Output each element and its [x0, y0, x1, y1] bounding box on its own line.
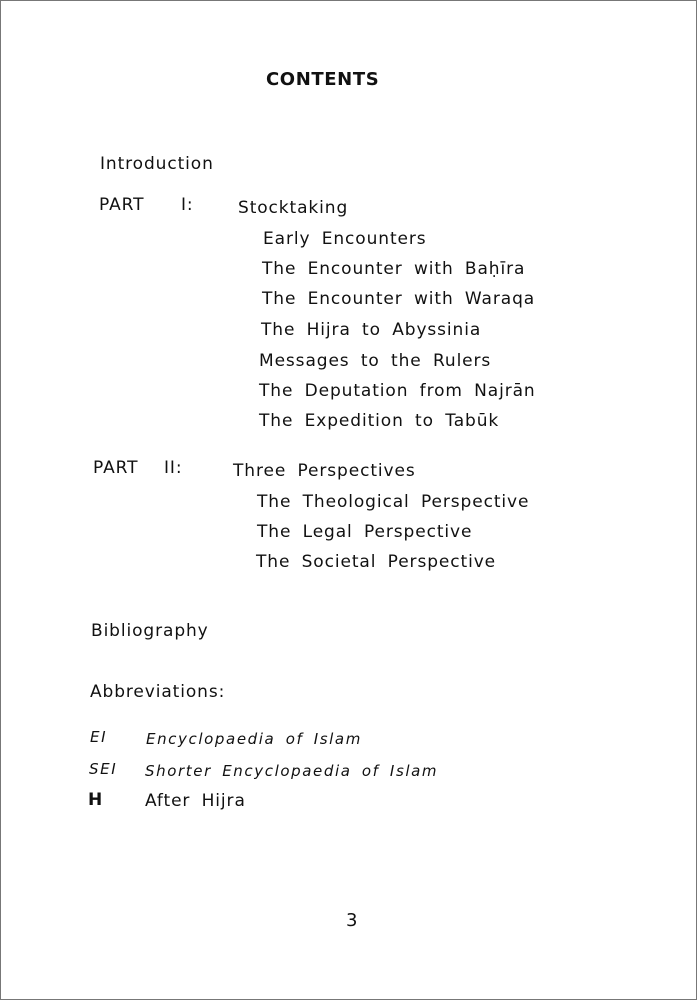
abbr-ei: EI	[90, 728, 108, 746]
abbreviations-heading: Abbreviations:	[90, 682, 226, 702]
abbr-h: H	[88, 790, 104, 810]
toc-item-theological: The Theological Perspective	[257, 492, 530, 512]
toc-item-bahira: The Encounter with Baḥīra	[262, 259, 526, 279]
abbr-sei: SEI	[89, 760, 118, 778]
toc-item-waraqa: The Encounter with Waraqa	[262, 289, 536, 309]
page-title: CONTENTS	[266, 69, 380, 90]
toc-item-najran: The Deputation from Najrān	[259, 381, 536, 401]
toc-item-societal: The Societal Perspective	[256, 552, 497, 572]
part2-title: Three Perspectives	[233, 461, 416, 481]
part2-number: II:	[164, 458, 183, 478]
page-number: 3	[346, 910, 359, 931]
toc-introduction: Introduction	[100, 154, 214, 174]
toc-item-legal: The Legal Perspective	[257, 522, 473, 542]
toc-item-rulers: Messages to the Rulers	[259, 351, 492, 371]
abbr-h-meaning: After Hijra	[145, 791, 246, 811]
toc-item-early-encounters: Early Encounters	[263, 229, 427, 249]
abbr-sei-meaning: Shorter Encyclopaedia of Islam	[145, 762, 439, 780]
part1-title: Stocktaking	[238, 198, 349, 218]
part2-label: PART	[93, 458, 139, 478]
toc-bibliography: Bibliography	[91, 621, 209, 641]
toc-item-abyssinia: The Hijra to Abyssinia	[261, 320, 482, 340]
part1-label: PART	[99, 195, 145, 215]
part1-number: I:	[181, 195, 194, 215]
abbr-ei-meaning: Encyclopaedia of Islam	[146, 730, 362, 748]
toc-item-tabuk: The Expedition to Tabūk	[259, 411, 500, 431]
